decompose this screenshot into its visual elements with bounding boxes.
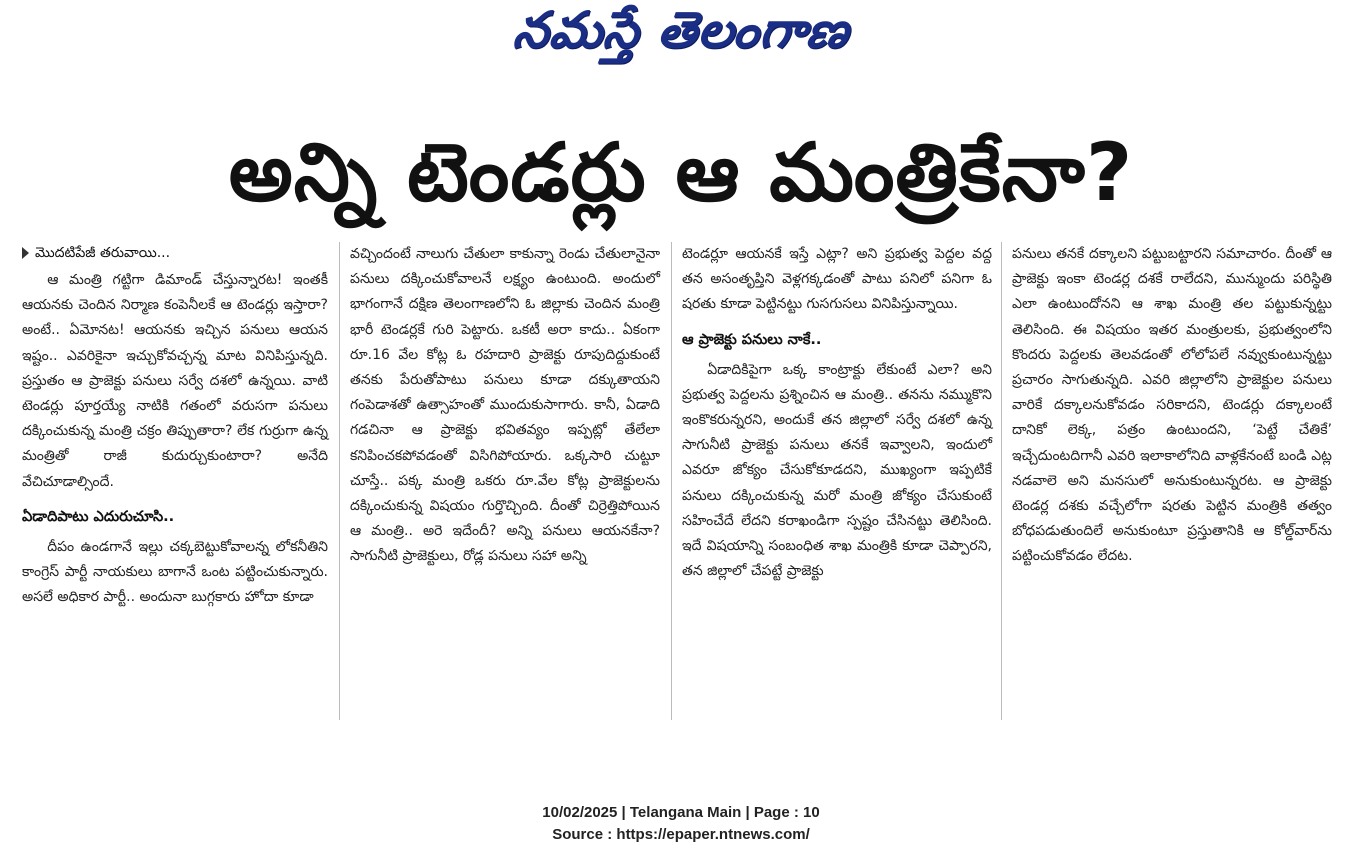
paragraph: ఏడాదికిపైగా ఒక్క కాంట్రాక్టు లేకుంటే ఎలా? అని ప్రభుత్వ పెద్దలను ప్రశ్నించిన ఆ మంత్రి.. తనను నమ్ముకొని ఇంకొకరున్నరని, అందుకే తన జిల్లాలో సర్వే దశలో ఉన్న సాగునీటి ప్రాజెక్టు పనులు తనకే ఇవ్వాలని, ఇందులో ఎవరూ జోక్యం చేసుకోకూడదని, ముఖ్యంగా ఇప్పటికే పనులు దక్కించుకున్న మరో మంత్రి జోక్యం చేసుకుంటే సహించేదే లేదని కరాఖండిగా స్పష్టం చేసినట్టు తెలిసింది. ఇదే విషయాన్ని సంబంధిత శాఖ మంత్రికి కూడా చెప్పారని, తన జిల్లాలో చేపట్టే ప్రాజెక్టు	[682, 361, 992, 580]
paragraph: ఆ మంత్రి గట్టిగా డిమాండ్‌ చేస్తున్నారట! ఇంతకీ ఆయనకు చెందిన నిర్మాణ కంపెనీలకే ఆ టెండర్లు ఇస్తారా? అంటే.. ఏమోనట! ఆయనకు ఇచ్చిన పనులు ఆయన ఇష్టం.. ఎవరికైనా ఇచ్చుకోవచ్చన్న మాట వినిపిస్తున్నది. ప్రస్తుతం ఆ ప్రాజెక్టు పనులు సర్వే దశలో ఉన్నయి. వాటి టెండర్లు పూర్తయ్యే నాటికి గతంలో వరుసగా పనులు దక్కించుకున్న మంత్రి చక్రం తిప్పుతారా? లేక గుర్రుగా ఉన్న మంత్రితో రాజీ కుదుర్చుకుంటారా? అనేది వేచిచూడాల్సిందే.	[22, 272, 328, 490]
column-2	[350, 242, 660, 574]
paragraph: టెండర్లూ ఆయనకే ఇస్తే ఎట్లా? అని ప్రభుత్వ పెద్దల వద్ద తన అసంతృప్తిని వెళ్లగక్కడంతో పాటు పనిలో పనిగా ఓ షరతు కూడా పెట్టినట్టు గుసగుసలు వినిపిస్తున్నాయి.	[682, 246, 992, 313]
footer	[0, 802, 1362, 846]
footer-date-line: 10/02/2025 | Telangana Main | Page : 10	[542, 804, 820, 821]
subheading: ఏడాదిపాటు ఎదురుచూసి..	[22, 508, 175, 525]
paragraph: పనులు తనకే దక్కాలని పట్టుబట్టారని సమాచారం. దీంతో ఆ ప్రాజెక్టు ఇంకా టెండర్ల దశకే రాలేదని, మున్ముందు పరిస్థితి ఎలా ఉంటుందోనని ఆ శాఖ మంత్రి తల పట్టుకున్నట్టు తెలిసింది. ఈ విషయం ఇతర మంత్రులకు, ప్రభుత్వంలోని కొందరు పెద్దలకు తెలవడంతో లోలోపలే నవ్వుకుంటున్నట్టు ప్రచారం సాగుతున్నది. ఎవరి జిల్లాలోని ప్రాజెక్టుల పనులు వారికే దక్కాలనుకోవడం సరికాదని, టెండర్లు దక్కాలంటే దానికో లెక్క, పత్రం ఉంటుందని, ‘పెట్టే చేతికే’ ఇచ్చేదుంటదిగానీ ఎవరి ఇలాకాలోనిది వాళ్లకేనంటే బండి ఎట్ల నడవాలె అని మనసులో అనుకుంటున్నరట. ఆ ప్రాజెక్టు టెండర్ల దశకు వచ్చేలోగా షరతు పెట్టిన మంత్రికి తత్వం బోధపడుతుందిలే అనుకుంటూ ప్రస్తుతానికి ఆ కోల్డ్‌వార్‌ను పట్టించుకోవడం లేదట.	[1012, 246, 1332, 565]
paragraph: వచ్చిందంటే నాలుగు చేతులా కాకున్నా రెండు చేతులానైనా పనులు దక్కించుకోవాలనే లక్ష్యం ఉంటుంది. అందులో భాగంగానే దక్షిణ తెలంగాణలోని ఓ జిల్లాకు చెందిన మంత్రి భారీ టెండర్లకే గురి పెట్టారు. ఒకటీ అరా కాదు.. ఏకంగా రూ.16 వేల కోట్ల ఓ రహదారి ప్రాజెక్టు రూపుదిద్దుకుంటే తనకు పేరుతోపాటు పనులు కూడా దక్కుతాయని గంపెడాశతో ఉత్సాహంతో ముందుకుసాగారు. కానీ, ఏడాది గడచినా ఆ ప్రాజెక్టు భవితవ్యం ఇప్పట్లో తేలేలా కనిపించకపోవడంతో విసిగిపోయారు. ఒక్కసారి చుట్టూ చూస్తే.. పక్క మంత్రి ఒకరు రూ.వేల కోట్ల ప్రాజెక్టులను దక్కించుకున్న విషయం గుర్తొచ్చింది. దీంతో చిర్రెత్తిపోయిన ఆ మంత్రి.. అరె ఇదేందీ? అన్ని పనులు ఆయనకేనా? సాగునీటి ప్రాజెక్టులు, రోడ్ల పనులు సహా అన్ని	[350, 246, 660, 565]
column-1	[22, 242, 328, 614]
paragraph: దీపం ఉండగానే ఇల్లు చక్కబెట్టుకోవాలన్న లోకనీతిని కాంగ్రెస్‌ పార్టీ నాయకులు బాగానే ఒంట పట్టించుకున్నారు. అసలే అధికార పార్టీ.. అందునా బుగ్గకారు హోదా కూడా	[22, 538, 328, 606]
masthead-logo: నమస్తే తెలంగాణ	[510, 0, 853, 59]
subheading: ఆ ప్రాజెక్టు పనులు నాకే..	[682, 331, 822, 348]
jump-line	[22, 242, 328, 264]
column-3	[682, 242, 992, 588]
jump-label: మొదటిపేజీ తరువాయి...	[35, 245, 171, 261]
headline: అన్ని టెండర్లు ఆ మంత్రికేనా?	[228, 126, 1134, 219]
article-body	[22, 242, 1340, 722]
footer-source-line[interactable]: Source : https://epaper.ntnews.com/	[552, 826, 810, 843]
column-4	[1012, 242, 1332, 574]
arrow-right-icon	[22, 247, 29, 259]
masthead	[0, 2, 1362, 70]
